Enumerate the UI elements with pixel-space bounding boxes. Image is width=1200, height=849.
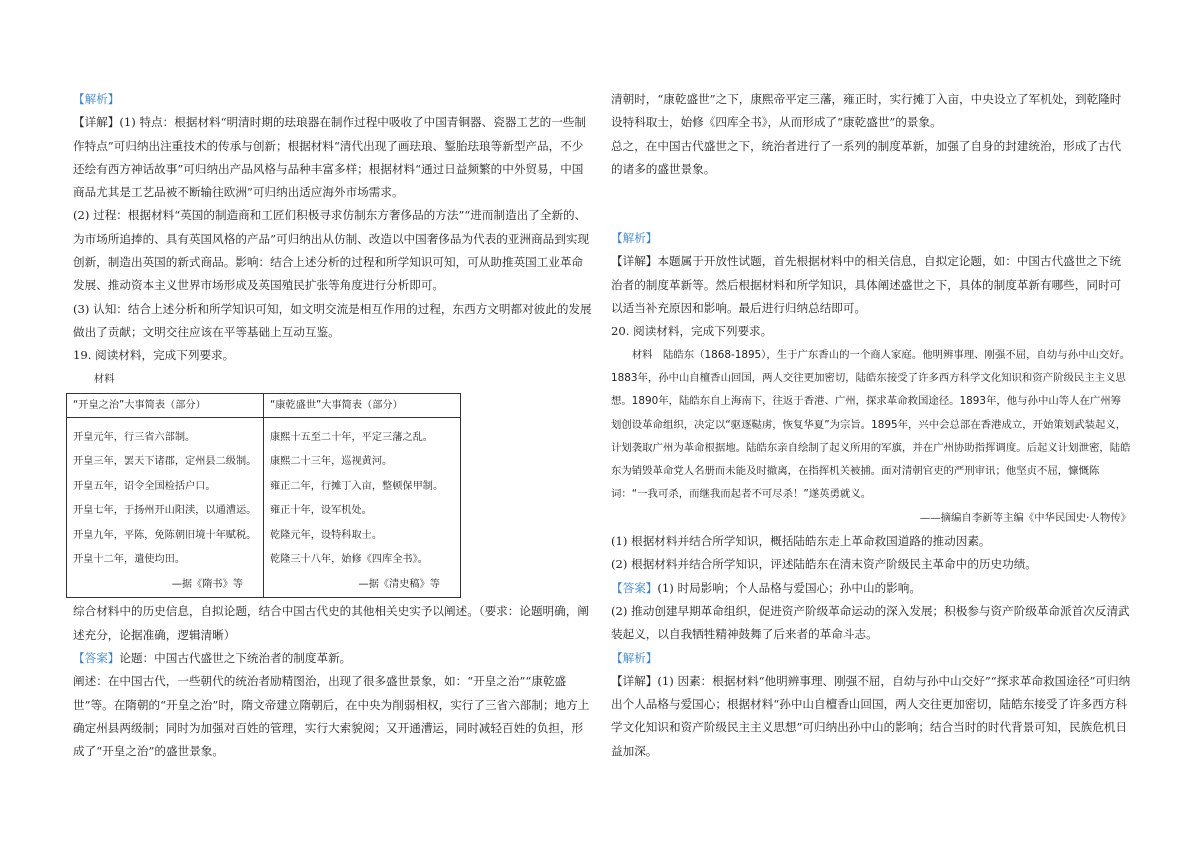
detail-paragraph-1: 【详解】(1) 特点：根据材料“明清时期的珐琅器在制作过程中吸收了中国青铜器、瓷器工艺的一些制作特点”可归纳出注重技术的传承与创新；根据材料“清代出现了画珐琅、錾胎珐琅等新型产品，不少还绘有西方神话故事”可归纳出产品风格与品种丰富多样；根据材料“通过日益频繁的中外贸易，中国商品尤其是工艺品被不断输往欧洲”可归纳出适应海外市场需求。 <box>73 115 586 200</box>
answer-line <box>73 647 593 670</box>
continuation-paragraph: 清朝时，“康乾盛世”之下，康熙帝平定三藩，雍正时，实行摊丁入亩，中央设立了军机处，到乾隆时设特科取士，始修《四库全书》，从而形成了“康乾盛世”的景象。 <box>611 92 1122 130</box>
list-item: 康熙二十三年，巡视黄河。 <box>270 456 393 468</box>
table-right-source: —据《清史稿》等 <box>358 578 440 590</box>
list-item: 雍正十年，设军机处。 <box>270 505 372 517</box>
answer-20-1: (1) 时局影响；个人品格与爱国心；孙中山的影响。 <box>657 580 921 595</box>
answer-text-19: 论题：中国古代盛世之下统治者的制度革新。 <box>119 650 352 665</box>
analysis-label-20: 【解析】 <box>611 650 658 665</box>
detail-19: 【详解】本题属于开放性试题，首先根据材料中的相关信息，自拟定论题，如：中国古代盛世之下统治者的制度革新等。然后根据材料和所学知识，具体阐述盛世之下，具体的制度革新有哪些，同时可以适当补充原因和影响。最后进行归纳总结即可。 <box>611 254 1122 316</box>
answer-20-2: (2) 推动创建早期革命组织，促进资产阶级革命运动的深入发展；积极参与资产阶级革命派首次反清武装起义，以自我牺牲精神鼓舞了后来者的革命斗志。 <box>611 603 1130 642</box>
right-column <box>611 88 1131 763</box>
table-right-cell <box>264 417 461 598</box>
analysis-label-19: 【解析】 <box>611 231 658 246</box>
question-19-text: 综合材料中的历史信息，自拟论题，结合中国古代史的其他相关史实予以阐述。（要求：论题明确，阐述充分，论据准确，逻辑清晰） <box>73 604 589 642</box>
sub-question-1: (1) 根据材料并结合所学知识，概括陆皓东走上革命救国道路的推动因素。 <box>611 534 991 549</box>
list-item: 开皇七年，于扬州开山阳渎，以通漕运。 <box>73 505 257 517</box>
list-item: 开皇三年，罢天下诸郡，定州县二级制。 <box>73 456 257 468</box>
left-column <box>73 88 593 763</box>
spacer <box>611 181 1131 227</box>
detail-20: 【详解】(1) 因素：根据材料“他明辨事理、刚强不屈，自幼与孙中山交好”“探求革命救国途径”可归纳出个人品格与爱国心；根据材料“孙中山自檀香山回国，两人交往更加密切，陆皓东接受了许多西方科学文化知识和资产阶级民主主义思想”可归纳出孙中山的影响；结合当时的时代背景可知，民族危机日益加深。 <box>611 673 1131 758</box>
question-19: 19. 阅读材料，完成下列要求。 <box>73 348 235 363</box>
table-right-header: “康乾盛世”大事简表（部分） <box>264 393 461 417</box>
list-item: 开皇十二年，遣使均田。 <box>73 554 186 566</box>
list-item: 开皇九年，平陈，免陈朝旧境十年赋税。 <box>73 529 257 541</box>
detail-paragraph-3: (3) 认知：结合上述分析和所学知识可知，如文明交流是相互作用的过程，东西方文明都对彼此的发展做出了贡献；文明交往应该在平等基础上互动互鉴。 <box>73 301 592 339</box>
material-label: 材料 <box>93 372 115 385</box>
summary-paragraph: 总之，在中国古代盛世之下，统治者进行了一系列的制度革新，加强了自身的封建统治，形成了古代的诸多的盛世景象。 <box>611 138 1122 176</box>
material-20: 材料 陆皓东（1868-1895），生于广东香山的一个商人家庭。他明辨事理、刚强不屈，自幼与孙中山交好。1883年，孙中山自檀香山回国，两人交往更加密切，陆皓东接受了许多西方科学文化知识和资产阶级民主主义思想。1890年，陆皓东自上海南下，往返于香港、广州，探求革命救国途径。1893年，他与孙中山等人在广州筹划创设革命组织，决定以“驱逐鞑虏，恢复华夏”为宗旨。1895年，兴中会总部在香港成立，开始策划武装起义，计划袭取广州为革命根据地。陆皓东亲自绘制了起义所用的军旗，并在广州协助指挥调度。后起义计划泄密，陆皓东为销毁革命党人名册而未能及时撤离，在指挥机关被捕。面对清朝官吏的严刑审讯；他坚贞不屈，慷慨陈词：“一我可杀，而继我而起者不可尽杀！”遂英勇就义。 <box>611 348 1131 501</box>
sub-question-2: (2) 根据材料并结合所学知识，评述陆皓东在清末资产阶级民主革命中的历史功绩。 <box>611 557 1037 572</box>
list-item: 乾隆元年，设特科取士。 <box>270 529 383 541</box>
events-table <box>66 393 461 599</box>
answer-line-20 <box>611 577 1131 600</box>
list-item: 开皇元年，行三省六部制。 <box>73 431 196 443</box>
list-item: 开皇五年，诏令全国检括户口。 <box>73 480 216 492</box>
list-item: 乾隆三十八年，始修《四库全书》。 <box>270 554 428 566</box>
answer-label-19: 【答案】 <box>73 650 120 665</box>
question-20: 20. 阅读材料，完成下列要求。 <box>611 324 773 339</box>
detail-paragraph-2: (2) 过程：根据材料“英国的制造商和工匠们积极寻求仿制东方奢侈品的方法”“进而制造出了全新的、为市场所追捧的、具有英国风格的产品”可归纳出从仿制、改造以中国奢侈品为代表的亚洲商品到实现创新，制造出英国的新式商品。影响：结合上述分析的过程和所学知识可知，可从助推英国工业革命发展、推动资本主义世界市场形成及英国殖民扩张等角度进行分析即可。 <box>73 208 590 293</box>
table-left-header: “开皇之治”大事简表（部分） <box>67 393 264 417</box>
table-left-cell <box>67 417 264 598</box>
answer-paragraph-19: 阐述：在中国古代，一些朝代的统治者励精图治，出现了很多盛世景象，如：“开皇之治”“康乾盛世”等。在隋朝的“开皇之治”时，隋文帝建立隋朝后，在中央为削弱相权，实行了三省六部制；地方上确定州县两级制；同时为加强对百姓的管理，实行大索貌阅；又开通漕运，同时减轻百姓的负担，形成了“开皇之治”的盛世景象。 <box>73 674 590 759</box>
analysis-label-18: 【解析】 <box>73 92 120 106</box>
answer-label-20: 【答案】 <box>611 580 658 595</box>
table-left-source: —据《隋书》等 <box>171 578 243 590</box>
list-item: 康熙十五至二十年，平定三藩之乱。 <box>270 431 433 443</box>
material-20-source: ——摘编自李新等主编《中华民国史·人物传》 <box>919 511 1131 524</box>
list-item: 雍正二年，行摊丁入亩，整顿保甲制。 <box>270 480 444 492</box>
